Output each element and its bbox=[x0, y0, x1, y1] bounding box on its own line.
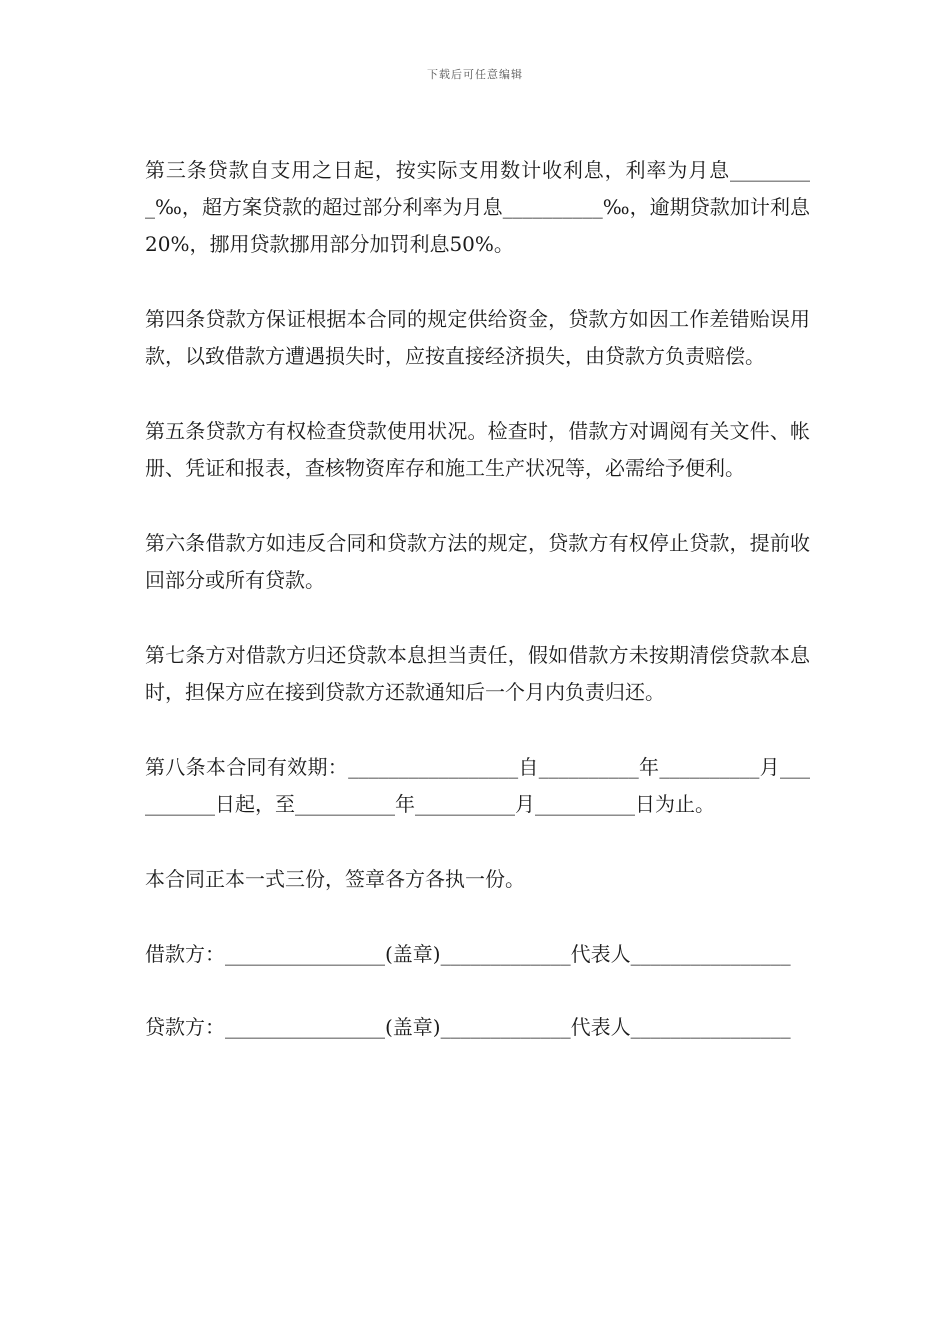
article-8-paragraph: 第八条本合同有效期：_________________自__________年__________月__________日起，至__________年__________月__________日为止。 bbox=[145, 755, 810, 816]
article-5-paragraph: 第五条贷款方有权检查贷款使用状况。检查时，借款方对调阅有关文件、帐册、凭证和报表，查核物资库存和施工生产状况等，必需给予便利。 bbox=[145, 419, 810, 480]
document-body bbox=[145, 152, 810, 1082]
article-6-paragraph: 第六条借款方如违反合同和贷款方法的规定，贷款方有权停止贷款，提前收回部分或所有贷款。 bbox=[145, 531, 810, 592]
article-4-paragraph: 第四条贷款方保证根据本合同的规定供给资金，贷款方如因工作差错贻误用款，以致借款方遭遇损失时，应按直接经济损失，由贷款方负责赔偿。 bbox=[145, 307, 810, 368]
borrower-signature-line: 借款方：________________(盖章)_____________代表人________________ bbox=[145, 942, 791, 966]
lender-signature-line: 贷款方：________________(盖章)_____________代表人________________ bbox=[145, 1015, 791, 1039]
copies-paragraph: 本合同正本一式三份，签章各方各执一份。 bbox=[145, 867, 525, 891]
page-header: 下载后可任意编辑 bbox=[427, 68, 523, 81]
article-3-paragraph: 第三条贷款自支用之日起，按实际支用数计收利息，利率为月息_________‰，超方案贷款的超过部分利率为月息__________‰，逾期贷款加计利息20%，挪用贷款挪用部分加罚利息50%。 bbox=[145, 158, 810, 256]
article-7-paragraph: 第七条方对借款方归还贷款本息担当责任，假如借款方未按期清偿贷款本息时，担保方应在接到贷款方还款通知后一个月内负责归还。 bbox=[145, 643, 810, 704]
